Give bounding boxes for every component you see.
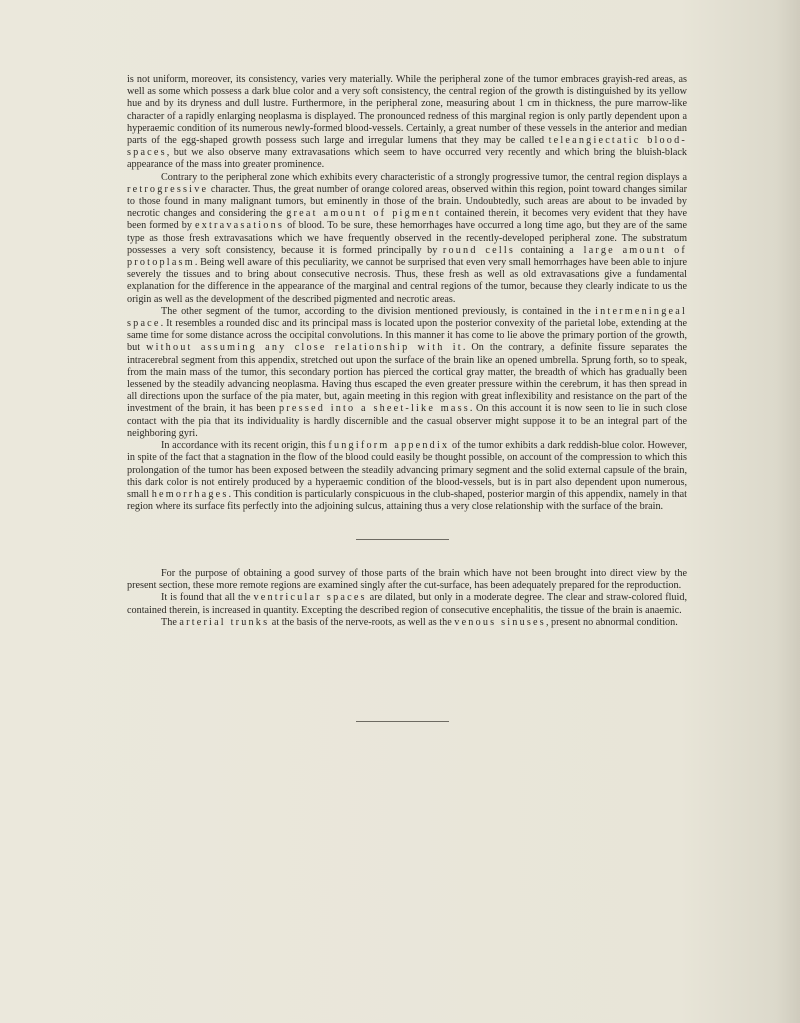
paragraph-text: For the purpose of obtaining a good survey of those parts of the brain which have not been brought into direct view by the present section, these more remote regions are examined singly after the cut-surface, has been adequately prepared for the reproduction. (127, 568, 687, 592)
spaced-term: teleangiectatic blood-spaces (127, 135, 687, 159)
paragraph (127, 617, 687, 629)
paragraph-text: , but we also observe many extravasations which seem to have occurred very recently and which bring the bluish-black appearance of the mass into greater prominence. (127, 147, 687, 171)
spaced-term: without assuming any close relationship with it (146, 342, 463, 354)
paragraph-text: . On the contrary, a definite fissure separates the intracerebral segment from this appendix, stretched out upon the surface of the brain like an opened umbrella. Sprung forth, so to speak, from the main mass of the tumor, this secondary portion has pierced the cortical gray matter, the breadth of which has gradually been lessened by the steadily advancing neoplasma. Having thus escaped the even greater pressure within the cerebrum, it has then spread in all directions upon the surface of the pia mater, but, again meeting in this region with great inflexibility and resistance on the part of the investment of the brain, it has been (127, 342, 687, 415)
paragraph (127, 74, 687, 172)
spaced-term: retrogressive (127, 183, 209, 195)
paragraph-text: containing (515, 244, 570, 256)
section-divider (356, 721, 449, 722)
paragraph (127, 306, 687, 440)
paragraph-text: at the basis of the nerve-roots, as well as the (269, 616, 455, 628)
paragraph-text: . This condition is particularly conspicuous in the club-shaped, posterior margin of this appendix, namely in that region where its surface fits perfectly into the adjoining sulcus, attaining thus a very close relationship with the surface of the brain. (127, 488, 687, 513)
paragraph-text: . It resembles a rounded disc and its principal mass is located upon the posterior convexity of the parietal lobe, extending at the same time for some distance across the occipital convolutions. In this manner it has come to lie above the primary portion of the growth, but (127, 318, 687, 354)
paragraph-text: The other segment of the tumor, according to the division mentioned previously, is contained in the (161, 305, 596, 317)
paragraph-text: of the tumor exhibits a dark reddish-blue color. However, in spite of the fact that a stagnation in the flow of the blood could easily be thought possible, on account of the compression to which this prolongation of the tumor has been exposed between the steadily advancing primary segment and the solid external capsule of the brain, this dark color is not entirely produced by a hyperaemic condition of the blood-vessels, but is in part also dependent upon numerous, small (127, 440, 688, 500)
spaced-term: round cells (442, 244, 516, 256)
paragraph-text: In accordance with its recent origin, this (161, 440, 329, 452)
paragraph-text: are dilated, but only in a moderate degree. The clear and straw-colored fluid, contained therein, is increased in quantity. Excepting the described region of consecutive encephalitis, the tissue of the brain is anaemic. (127, 592, 687, 616)
spaced-term: arterial trunks (179, 616, 270, 628)
paragraph-text: The (161, 616, 180, 628)
spaced-term: pressed into a sheet-like mass (279, 403, 470, 415)
spaced-term: a large amount of protoplasm (127, 244, 687, 269)
paragraph-text: . On this account it is now seen to lie in such close contact with the pia that its individuality is hardly discernible and the casual observer might suppose it to be an integral part of the neighboring gyri. (127, 403, 687, 439)
paragraph (127, 568, 687, 592)
paragraph-text: , present no abnormal condition. (545, 616, 678, 628)
paragraph-text: Contrary to the peripheral zone which exhibits every characteristic of a strongly progressive tumor, the central region displays a (161, 171, 687, 183)
spaced-term: extravasations (194, 220, 285, 232)
spaced-term: fungiform appendix (328, 440, 450, 452)
paragraph-text: It is found that all the (161, 592, 254, 604)
paragraph (127, 440, 687, 513)
spaced-term: venous sinuses (454, 616, 546, 628)
section-body (127, 74, 687, 513)
paragraph-text: contained therein, it becomes very evident that they have been formed by (127, 208, 687, 232)
section-body (127, 568, 687, 629)
section-divider (356, 539, 449, 540)
paragraph (127, 592, 687, 616)
spaced-term: great amount of pigment (286, 208, 442, 220)
paragraph (127, 172, 687, 306)
spaced-term: intermeningeal space (127, 305, 687, 330)
paragraph-text: is not uniform, moreover, its consistency, varies very materially. While the peripheral zone of the tumor embraces grayish-red areas, as well as some which possess a dark blue color and a very soft consistency, the central region of the growth is distinguished by its yellow hue and by its dryness and dull lustre. Furthermore, in the peripheral zone, measuring about 1 cm in thickness, the pure marrow-like character of a rapidly enlarging neoplasma is displayed. The pronounced redness of this marginal region is only partly dependent upon a hyperaemic condition of its numerous newly-formed blood-vessels. Certainly, a great number of these vessels in the anterior and median parts of the egg-shaped growth possess such large and irregular lumens that they may be called (127, 74, 687, 147)
paragraph-text: . Being well aware of this peculiarity, we cannot be surprised that even very small hemorrhages have been able to injure severely the tissues and to bring about consecutive necrosis. Thus, these fresh as well as old extravasations give a fundamental explanation for the difference in the appearance of the marginal and central regions of the tumor, because they clearly indicate to us the origin as well as the development of the described pigmented and necrotic areas. (127, 257, 687, 305)
paragraph-text: character. Thus, the great number of orange colored areas, observed within this region, point toward changes similar to those found in many malignant tumors, but eminently in those of the brain. Undoubtedly, such areas are about to be invaded by necrotic changes and considering the (127, 183, 687, 220)
paragraph-text: of blood. To be sure, these hemorrhages have occurred a long time ago, but they are of the same type as those fresh extravasations which we have frequently observed in the recently-developed peripheral zone. The substratum possesses a very soft consistency, because it is formed principally by (127, 220, 687, 256)
spaced-term: ventricular spaces (253, 592, 367, 604)
spaced-term: hemorrhages (151, 488, 229, 500)
